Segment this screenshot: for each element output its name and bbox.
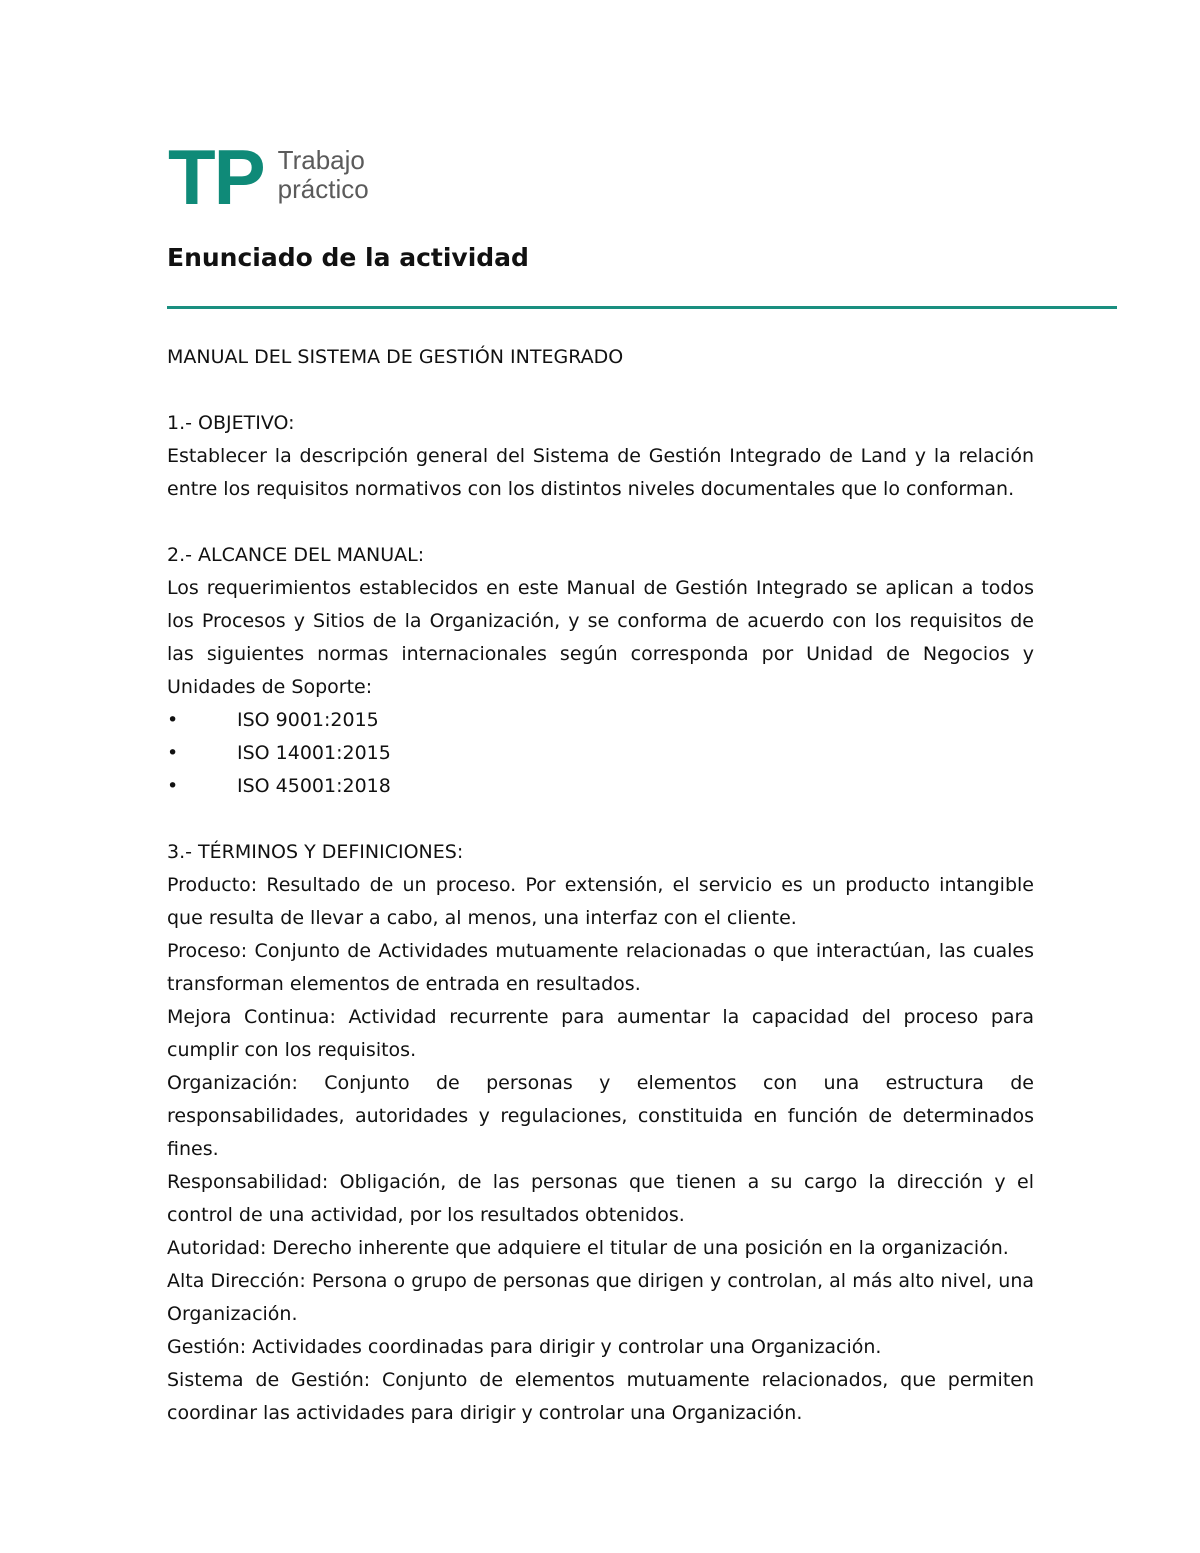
definition-proceso: Proceso: Conjunto de Actividades mutuamente relacionadas o que interactúan, las cuales transforman elementos de entrada en resultados.	[167, 940, 1034, 995]
definition-mejora-continua: Mejora Continua: Actividad recurrente para aumentar la capacidad del proceso para cumplir con los requisitos.	[167, 1006, 1034, 1061]
logo-mark: TP	[168, 133, 264, 221]
spacer	[167, 374, 1034, 407]
list-item	[167, 770, 1034, 803]
tp-logo	[168, 133, 369, 221]
definition-organizacion: Organización: Conjunto de personas y elementos con una estructura de responsabilidades, autoridades y regulaciones, constituida en función de determinados fines.	[167, 1072, 1034, 1160]
heading-divider	[167, 306, 1117, 309]
section1-title: 1.- OBJETIVO:	[167, 412, 295, 434]
bullet-icon: •	[167, 742, 179, 764]
spacer	[167, 506, 1034, 539]
section3-title: 3.- TÉRMINOS Y DEFINICIONES:	[167, 841, 464, 863]
logo-text	[278, 146, 369, 204]
logo-text-line1: Trabajo	[277, 145, 365, 175]
bullet-icon: •	[167, 709, 179, 731]
definition-producto: Producto: Resultado de un proceso. Por extensión, el servicio es un producto intangible que resulta de llevar a cabo, al menos, una interfaz con el cliente.	[167, 874, 1034, 929]
definition-sistema-de-gestion: Sistema de Gestión: Conjunto de elementos mutuamente relacionados, que permiten coordinar las actividades para dirigir y controlar una Organización.	[167, 1369, 1034, 1424]
definition-alta-direccion: Alta Dirección: Persona o grupo de personas que dirigen y controlan, al más alto nivel, una Organización.	[167, 1270, 1034, 1325]
section1-text: Establecer la descripción general del Sistema de Gestión Integrado de Land y la relación entre los requisitos normativos con los distintos niveles documentales que lo conforman.	[167, 445, 1034, 500]
logo-text-line2: práctico	[277, 174, 369, 204]
document-title: MANUAL DEL SISTEMA DE GESTIÓN INTEGRADO	[167, 346, 624, 368]
definition-responsabilidad: Responsabilidad: Obligación, de las personas que tienen a su cargo la dirección y el control de una actividad, por los resultados obtenidos.	[167, 1171, 1034, 1226]
bullet-icon: •	[167, 775, 179, 797]
list-item	[167, 704, 1034, 737]
iso-standard: ISO 14001:2015	[237, 742, 391, 764]
definition-autoridad: Autoridad: Derecho inherente que adquiere el titular de una posición en la organización.	[167, 1237, 1009, 1259]
section2-title: 2.- ALCANCE DEL MANUAL:	[167, 544, 425, 566]
definition-gestion: Gestión: Actividades coordinadas para dirigir y controlar una Organización.	[167, 1336, 882, 1358]
page-heading: Enunciado de la actividad	[167, 243, 529, 272]
iso-standard: ISO 9001:2015	[237, 709, 379, 731]
section2-text: Los requerimientos establecidos en este Manual de Gestión Integrado se aplican a todos los Procesos y Sitios de la Organización, y se conforma de acuerdo con los requisitos de las siguientes normas internacionales según corresponda por Unidad de Negocios y Unidades de Soporte:	[167, 577, 1034, 698]
list-item	[167, 737, 1034, 770]
document-body	[167, 341, 1034, 1430]
iso-standard: ISO 45001:2018	[237, 775, 391, 797]
spacer	[167, 803, 1034, 836]
